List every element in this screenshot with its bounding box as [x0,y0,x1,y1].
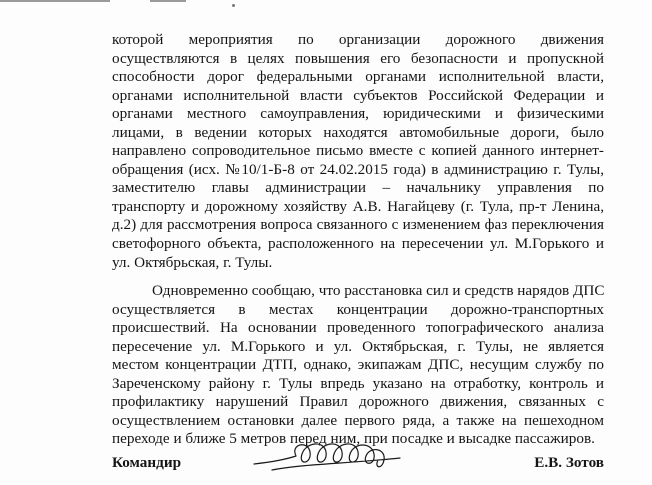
text-line: заместителю главы администрации – начальнику управления по [112,179,604,197]
paragraph-2 [112,282,604,449]
text-line: происшествий. На основании проведенного топографического анализа [112,319,604,337]
text-line: органами местного самоуправления, юридическими и физическими [112,105,604,123]
text-line: осуществляются в целях повышения его безопасности и пропускной [112,49,604,67]
text-line: д.2) для рассмотрения вопроса связанного с изменением фаз переключения [112,216,604,234]
paragraph-1 [112,31,604,272]
text-line: органами исполнительной власти субъектов Российской Федерации и [112,86,604,104]
signature-block [112,434,604,474]
text-line: транспорту и дорожному хозяйству А.В. Нагайцеву (г. Тула, пр-т Ленина, [112,197,604,215]
handwritten-signature [252,434,402,476]
text-line: светофорного объекта, расположенного на пересечении ул. М.Горького и [112,235,604,253]
text-line: местом концентрации ДТП, однако, экипажам ДПС, несущим службу по [112,356,604,374]
text-line: переходе и ближе 5 метров перед ним, при посадке и высадке пассажиров. [112,430,595,448]
signatory-name: Е.В. Зотов [534,454,604,471]
scan-speck [232,4,235,7]
letter-body [112,31,604,449]
scan-top-edge-mark [150,0,186,2]
text-line: осуществляется в местах концентрации дорожно-транспортных [112,300,604,318]
text-line: Зареченскому району г. Тулы впредь указано на отработку, контроль и [112,374,604,392]
text-line: направлено сопроводительное письмо вместе с копией данного интернет- [112,142,604,160]
text-line: Одновременно сообщаю, что расстановка сил и средств нарядов ДПС [152,282,605,300]
text-line: способности дорог федеральными органами исполнительной власти, [112,68,604,86]
text-line: пересечение ул. М.Горького и ул. Октябрьская, г. Тулы, не является [112,337,604,355]
text-line: осуществлением остановки далее первого ряда, а также на пешеходном [112,411,604,429]
scan-top-edge-mark [0,0,110,2]
text-line: профилактику нарушений Правил дорожного движения, связанных с [112,393,604,411]
signatory-role: Командир [112,454,182,471]
text-line: ул. Октябрьская, г. Тулы. [112,253,273,271]
text-line: которой мероприятия по организации дорожного движения [112,31,604,48]
text-line: лицами, в ведении которых находятся автомобильные дороги, было [112,123,604,141]
text-line: обращения (исх. №10/1-Б-8 от 24.02.2015 года) в администрацию г. Тулы, [112,160,604,178]
